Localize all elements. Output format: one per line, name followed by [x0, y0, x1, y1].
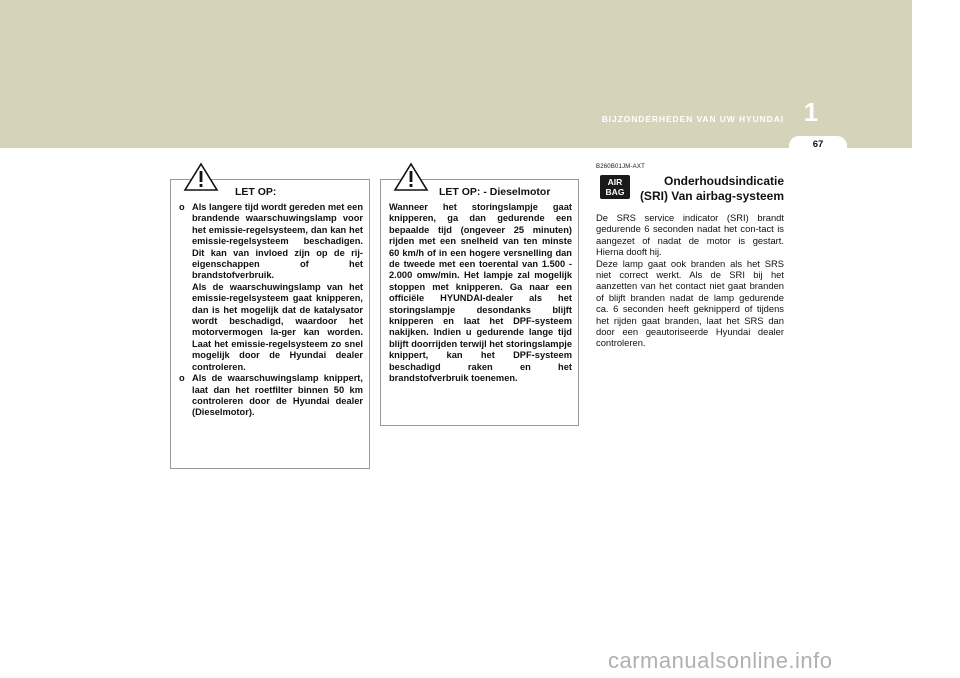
watermark: carmanualsonline.info [608, 648, 833, 673]
paragraph: Als de waarschuwingslamp knippert, laat dan het roetfilter binnen 50 km controleren door de Hyundai dealer (Dieselmotor). [192, 373, 363, 418]
section-title: BIJZONDERHEDEN VAN UW HYUNDAI [601, 114, 784, 124]
page-number: 67 [789, 136, 847, 154]
caution-title: LET OP: [235, 186, 277, 198]
list-item [179, 202, 363, 373]
paragraph: Als de waarschuwingslamp van het emissie-regelsysteem gaat knipperen, dan is het mogelijk dat de katalysator wordt beschadigd, waardoor het motorvermogen la-ger kan worden. Laat het emissie-regelsysteem zo snel mogelijk door de Hyundai dealer controleren. [192, 281, 363, 372]
caution-list [179, 202, 363, 419]
warning-triangle-icon [183, 162, 219, 192]
section-heading: Onderhoudsindicatie (SRI) Van airbag-systeem [639, 174, 784, 203]
paragraph: Deze lamp gaat ook branden als het SRS niet correct werkt. Als de SRI bij het aanzetten van het contact niet gaat branden of blijft branden nadat de lamp gedurende ca. 6 seconden heeft geknipperd of tijdens het rijden gaat branden, laat het SRS dan door een geautoriseerde Hyundai dealer controleren. [596, 257, 784, 349]
list-item [179, 373, 363, 419]
airbag-icon [600, 175, 630, 199]
warning-triangle-icon [393, 162, 429, 192]
section-code: B260B01JM-AXT [596, 164, 645, 170]
paragraph: De SRS service indicator (SRI) brandt gedurende 6 seconden nadat het con-tact is aangezet of nadat de motor is gestart. Hierna dooft hij. [596, 212, 784, 258]
sri-section [596, 164, 784, 349]
chapter-number: 1 [803, 97, 819, 127]
airbag-icon-line1: AIR [607, 177, 623, 187]
bullet-marker: o [179, 202, 185, 212]
caution-box-emission [170, 179, 370, 469]
caution-title: LET OP: - Dieselmotor [439, 186, 551, 198]
section-body [596, 212, 784, 349]
paragraph: Als langere tijd wordt gereden met een brandende waarschuwingslamp voor het emissie-regelsysteem, dan kan het emissie-regelsysteem beschadigen. Dit kan van invloed zijn op de rij-eigenschappen of het brandstofverbruik. [192, 202, 363, 281]
header-band [0, 0, 912, 148]
airbag-icon-line2: BAG [605, 187, 625, 197]
caution-body: Wanneer het storingslampje gaat knipperen, ga dan gedurende een bepaalde tijd (ongeveer 25 minuten) rijden met een snelheid van ten minste 60 km/h of in een hogere versnelling dan de tweede met een toerental van 1.500 - 2.000 omw/min. Het lampje zal mogelijk stoppen met knipperen. Ga naar een officiële HYUNDAI-dealer als het storingslampje desondanks blijft knipperen en laat het DPF-systeem nakijken. Indien u gedurende lange tijd blijft doorrijden terwijl het storingslampje knippert, kan het DPF-systeem beschadigd raken en het brandstofverbruik toenemen. [389, 202, 572, 384]
bullet-marker: o [179, 373, 185, 384]
caution-box-diesel [380, 179, 579, 426]
